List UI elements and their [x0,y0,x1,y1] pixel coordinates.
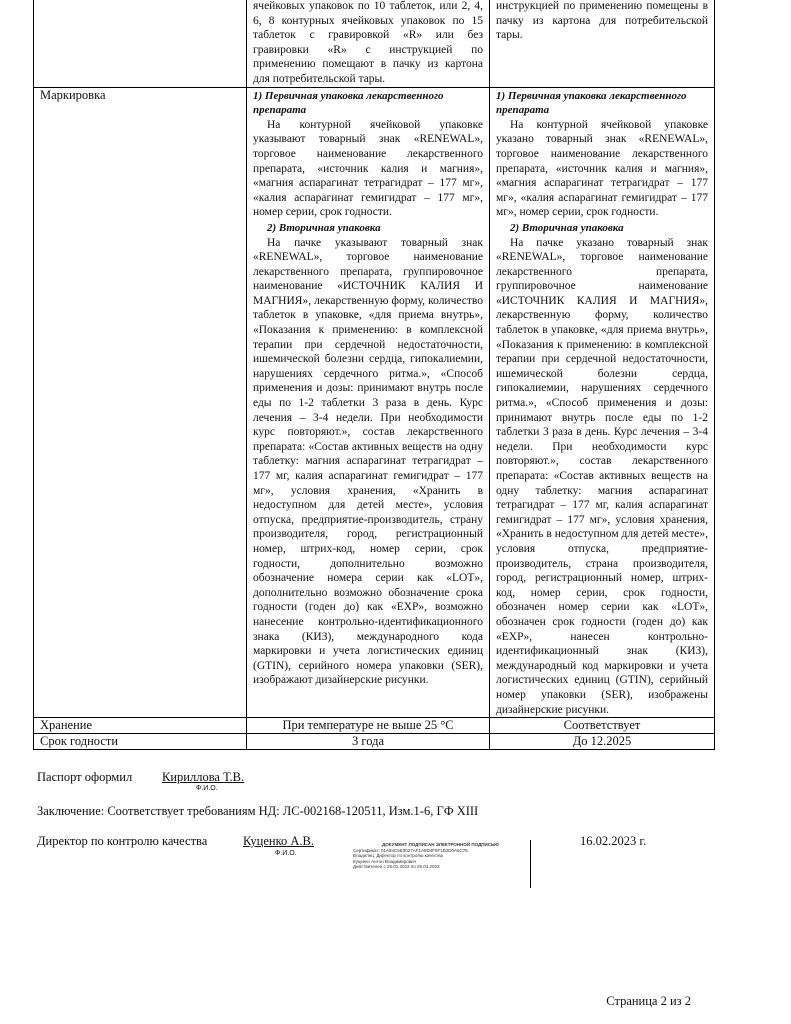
storage-spec-value: При температуре не выше 25 °С [282,718,454,733]
director-fio-caption: Ф.И.О. [275,850,297,857]
cell-storage-label [34,718,247,734]
passport-name: Кириллова Т.В. [162,770,245,784]
table-row-shelf-life [34,734,715,750]
marking-actual-primary-text: На контурной ячейковой упаковке указано товарный знак «RENEWAL», торговое наименование лекарственного препарата, «источник калия и магния», «магния аспарагинат тетрагидрат – 177 мг», «калия аспарагинат гемигидрат – 177 мг», номер серии, срок годности. [496,118,708,219]
table-row-storage [34,718,715,734]
marking-label: Маркировка [40,87,106,102]
table-row-packaging [34,0,715,87]
specification-table [33,0,715,750]
packaging-spec-text: ячейковых упаковок по 10 таблеток, или 2, 4, 6, 8 контурных ячейковых упаковок по 15 таблеток с гравировкой «R» или без гравировки «R» с инструкцией по применению помещают в пачку из картона для потребительской тары. [253,0,483,85]
marking-spec-primary-text: На контурной ячейковой упаковке указывают товарный знак «RENEWAL», торговое наименование лекарственного препарата, «источник калия и магния», «магния аспарагинат тетрагидрат – 177 мг», «калия аспарагинат гемигидрат – 177 мг», номер серии, срок годности. [253,118,483,219]
cell-shelf-life-actual [490,734,715,750]
cell-marking-actual [490,87,715,718]
marking-spec-heading-2: 2) Вторичная упаковка [267,221,381,234]
passport-fio-caption: Ф.И.О. [196,785,218,792]
cell-shelf-life-label [34,734,247,750]
stamp-divider [530,840,531,888]
storage-actual-value: Соответствует [563,718,641,733]
stamp-line-name: Куценко Антон Владимирович [353,858,417,864]
director-name: Куценко А.В. [243,834,315,848]
cell-storage-spec [247,718,490,734]
signature-date: 16.02.2023 г. [580,834,647,848]
storage-label: Хранение [40,718,92,733]
marking-actual-heading-2: 2) Вторичная упаковка [510,221,624,234]
table-row-marking [34,87,715,718]
stamp-line-certificate: Сертификат: 01A84C6E0027AF1A8D4F5F1B2D0A6C7E [353,847,469,853]
electronic-signature-stamp [353,842,528,890]
cell-packaging-spec [247,0,490,87]
stamp-title: ДОКУМЕНТ ПОДПИСАН ЭЛЕКТРОННОЙ ПОДПИСЬЮ [382,842,499,847]
cell-marking-label [34,87,247,718]
cell-marking-spec [247,87,490,718]
marking-actual-heading-1: 1) Первичная упаковка лекарственного препарата [496,89,687,117]
shelf-life-actual-value: До 12.2025 [572,734,632,749]
passport-label: Паспорт оформил [37,770,133,784]
shelf-life-spec-value: 3 года [352,734,384,749]
marking-actual-secondary-text: На пачке указано товарный знак «RENEWAL», торговое наименование лекарственного препарата, группировочное наименование «ИСТОЧНИК КАЛИЯ И МАГНИЯ», лекарственную форму, количество таблеток в упаковке, «для приема внутрь», «Показания к применению: в комплексной терапии при сердечной недостаточности, ишемической болезни сердца, гипокалиемии, нарушениях сердечного ритма.», «Способ применения и дозы: принимают внутрь после еды по 1-2 таблетки 3 раза в день. Курс лечения – 3-4 недели. При необходимости курс повторяют.», состав лекарственного препарата: «Состав активных веществ на одну таблетку: магния аспарагинат тетрагидрат – 177 мг, калия аспарагинат гемигидрат – 177 мг», условия хранения, «Хранить в недоступном для детей месте», условия отпуска, предприятие-производитель, страна производителя, город, регистрационный номер, штрих-код, номер серии, срок годности, обозначен номер серии как «LOT», обозначен срок годности (годен до) как «EXP», нанесен контрольно-идентификационный знак (КИЗ), международный код маркировки и учета логистических единиц (GTIN), серийный номер упаковки (SER), изображены дизайнерские рисунки. [496,236,708,716]
conclusion-text: Заключение: Соответствует требованиям НД: ЛС-002168-120511, Изм.1-6, ГФ XIII [37,804,479,818]
packaging-actual-text: инструкцией по применению помещены в пачку из картона для потребительской тары. [496,0,708,42]
marking-spec-heading-1: 1) Первичная упаковка лекарственного препарата [253,89,444,117]
cell-shelf-life-spec [247,734,490,750]
cell-packaging-actual [490,0,715,87]
page-number: Страница 2 из 2 [606,994,691,1008]
stamp-line-validity: Действителен с 25.01.2022 по 25.04.2023 [353,864,440,869]
stamp-line-owner: Владелец: Директор по контролю качества [353,853,444,858]
director-label: Директор по контролю качества [37,834,208,848]
cell-label-empty [34,0,247,87]
marking-spec-secondary-text: На пачке указывают товарный знак «RENEWAL», торговое наименование лекарственного препарата, группировочное наименование «ИСТОЧНИК КАЛИЯ И МАГНИЯ», лекарственную форму, количество таблеток в упаковке, «для приема внутрь», «Показания к применению: в комплексной терапии при сердечной недостаточности, ишемической болезни сердца, гипокалиемии, нарушениях сердечного ритма.», «Способ применения и дозы: принимают внутрь после еды по 1-2 таблетки 3 раза в день. Курс лечения – 3-4 недели. При необходимости курс повторяют.», состав лекарственного препарата: «Состав активных веществ на одну таблетку: магния аспарагинат тетрагидрат – 177 мг, калия аспарагинат гемигидрат – 177 мг», условия хранения, «Хранить в недоступном для детей месте», условия отпуска, предприятие-производитель, страну производителя, город, регистрационный номер, штрих-код, номер серии, срок годности, дополнительно возможно обозначение номера серии как «LOT», дополнительно возможно обозначение срока годности (годен до) как «EXP», возможно нанесение контрольно-идентификационного знака (КИЗ), международного кода маркировки и учета логистических единиц (GTIN), серийного номера упаковки (SER), изображают дизайнерские рисунки. [253,236,483,687]
shelf-life-label: Срок годности [40,734,119,749]
cell-storage-actual [490,718,715,734]
